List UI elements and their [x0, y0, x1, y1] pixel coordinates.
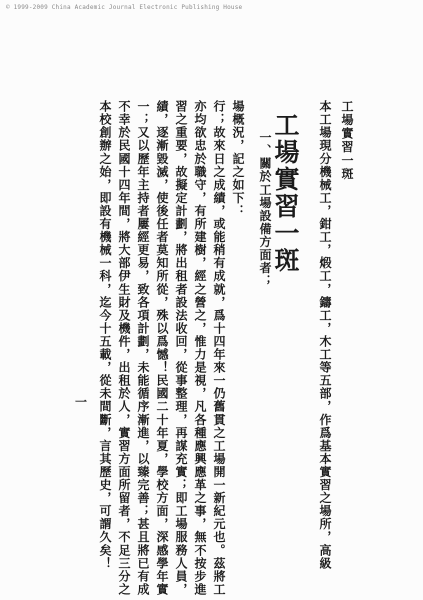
section-column-1: 本工場現分機械工，鉗工，煅工，鑄工，木工等五部，作爲基本實習之場所，高級: [318, 100, 332, 570]
body-column-4: 績，逐漸毀滅，使後任者莫知所從，殊以爲憾！民國二十年夏，學校方面，深感學年實: [155, 100, 169, 596]
body-column-2: 不幸於民國十四年間，將大部伊生財及機件，出租於人，實習方面所留者，不足三分之: [117, 100, 131, 596]
body-column-1: 本校創辦之始，即設有機械一科，迄今十五載，從未間斷，言其歷史，可謂久矣！: [98, 100, 112, 570]
body-column-6: 亦均欲忠於職守，有所建樹，經之營之，惟力是視，凡各種應興應革之事，無不按步進: [193, 100, 207, 596]
running-footer: 工場實習一斑: [340, 100, 354, 181]
article-title: 工場實習一斑: [271, 112, 300, 274]
page-number: 一: [75, 395, 88, 409]
section-heading: 一、關於工場設備方面者；: [258, 131, 272, 288]
body-column-3: 一；又以歷年主持者屢經更易，致各項計劃，未能循序漸進，以臻完善；甚且將已有成: [136, 100, 150, 596]
body-column-8: 場概況，記之如下：: [231, 100, 245, 218]
body-column-7: 行；故來日之成績，或能稍有成就，爲十四年來一仍舊貫之工場開一新紀元也。茲將工: [212, 100, 226, 596]
scan-watermark: © 1999-2009 China Academic Journal Electronic Publishing House: [6, 4, 243, 11]
body-column-5: 習之重要，故擬定計劃，將出租者設法收回，從事整理，再謀充實；即工場服務人員，: [174, 100, 188, 596]
